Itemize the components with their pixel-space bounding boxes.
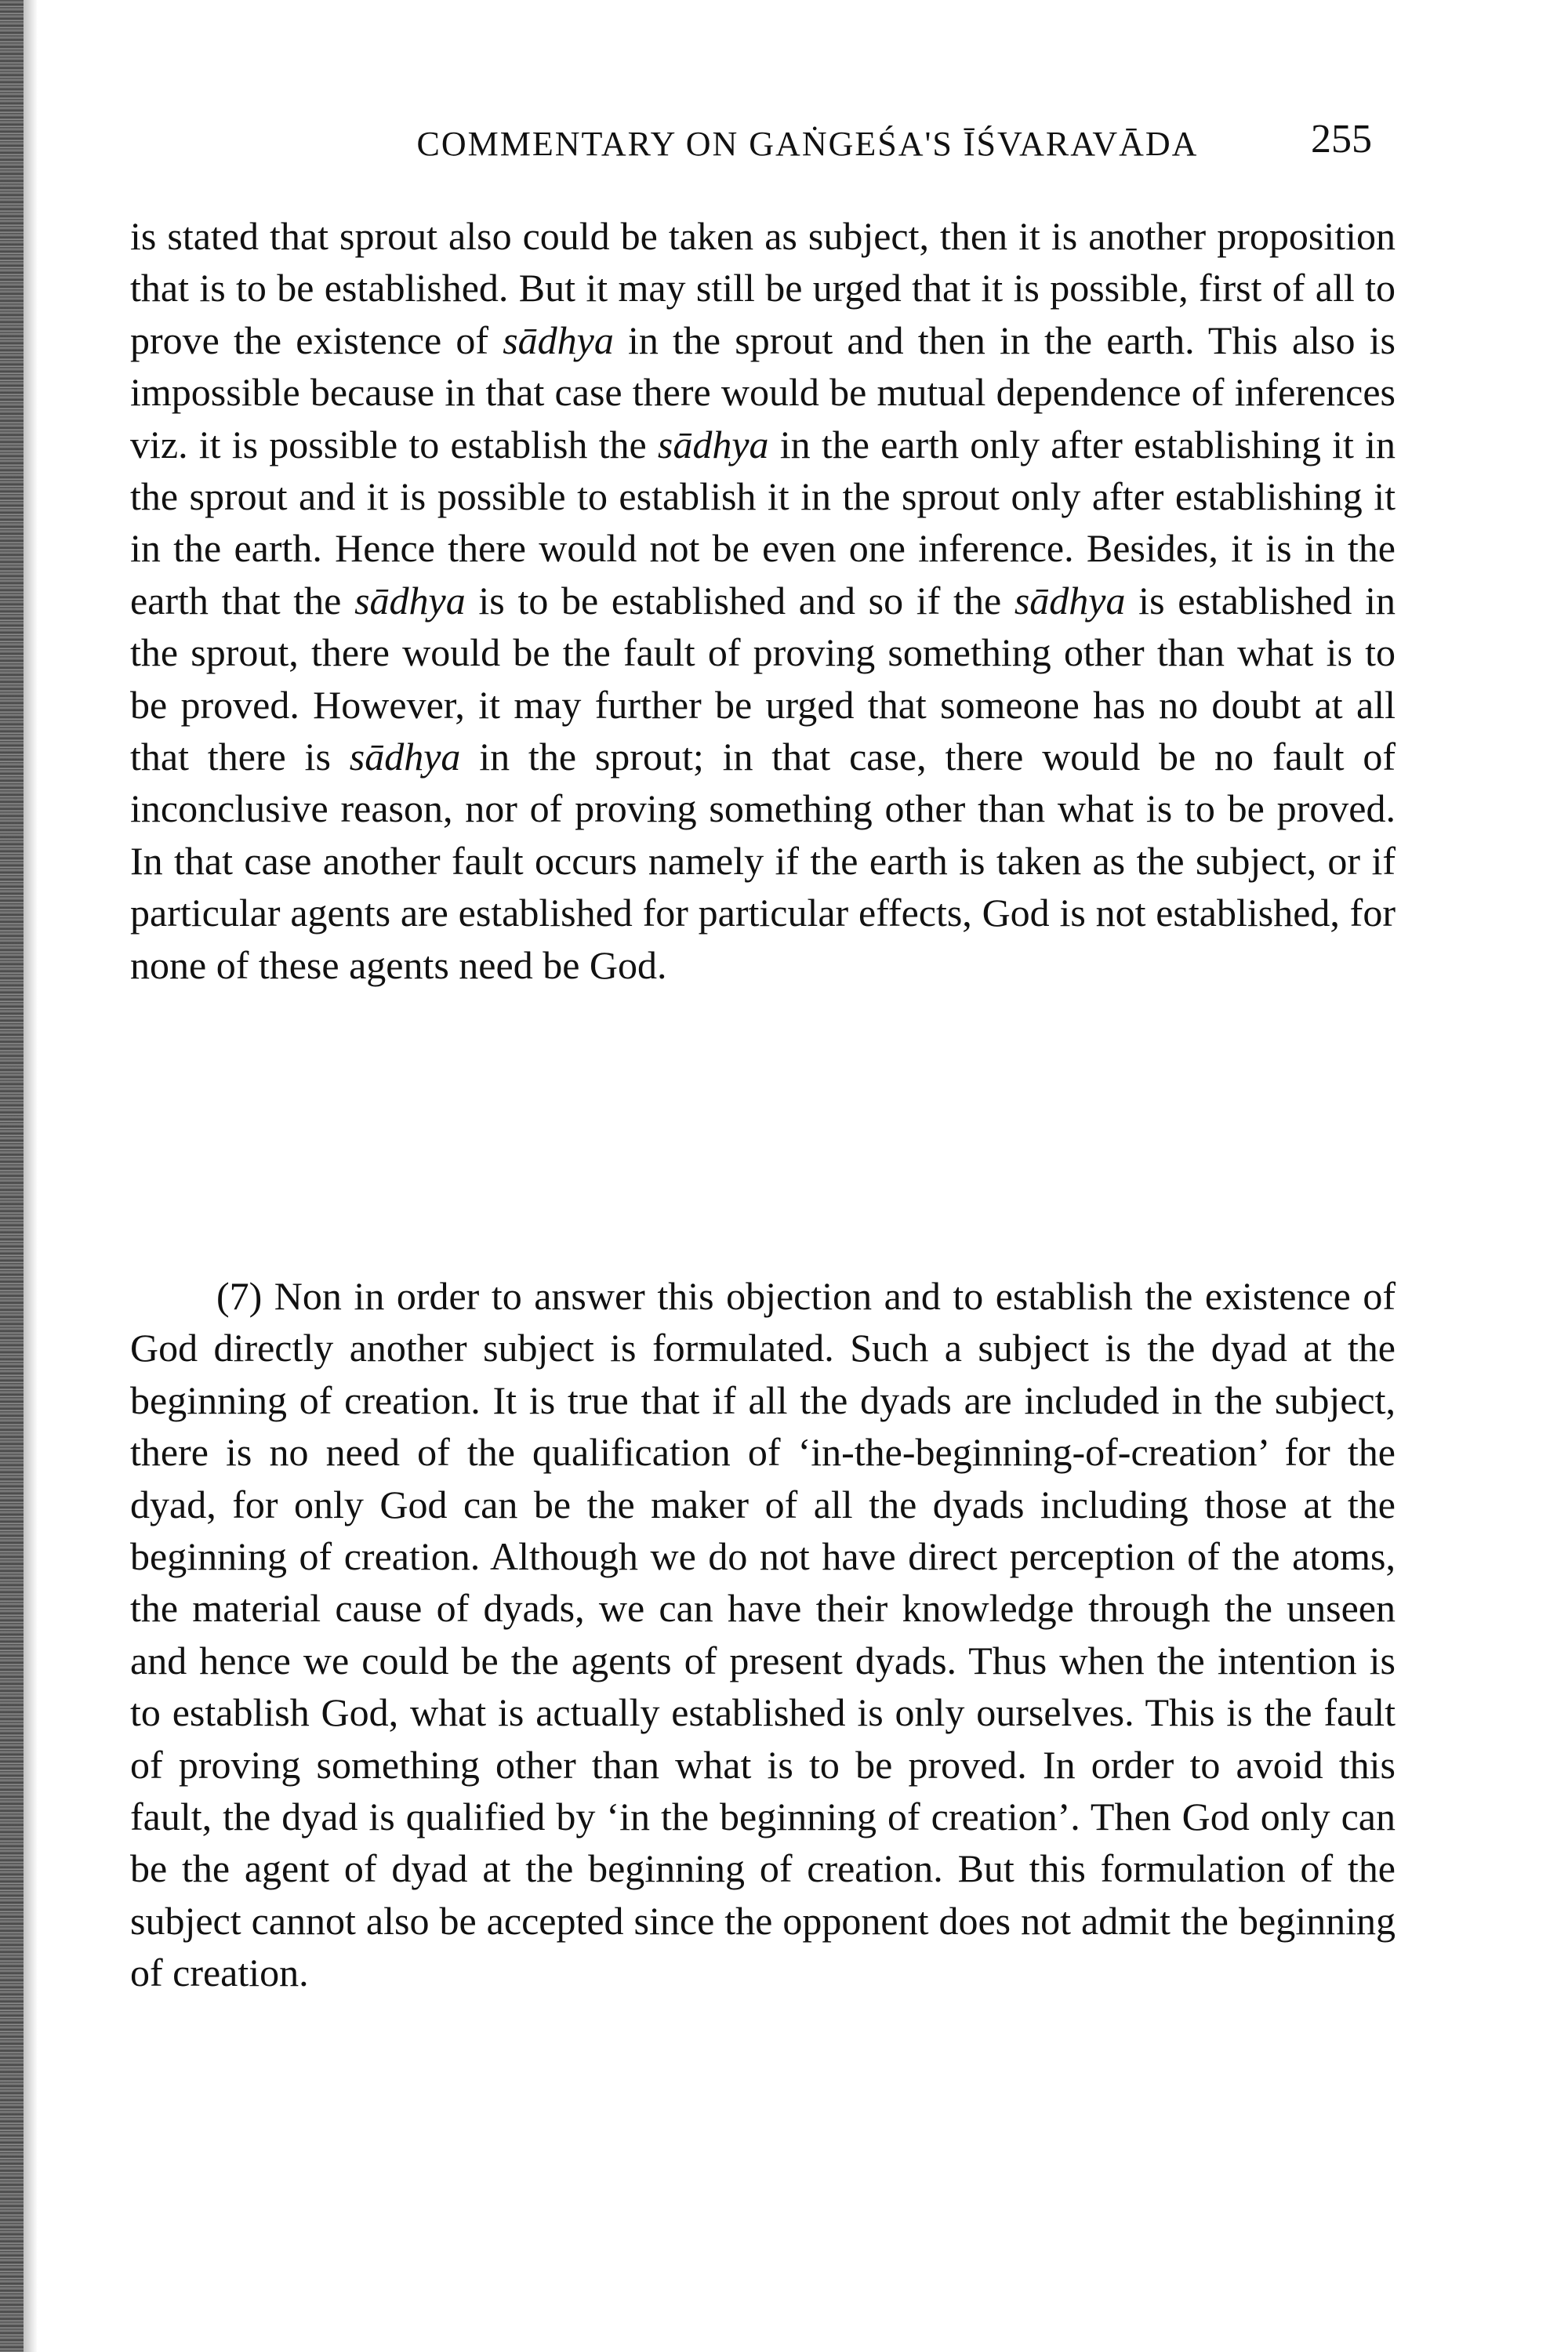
sanskrit-term: sādhya [349, 735, 461, 779]
text-segment: is established in the sprout, there would be the fault of proving something other than what is to be proved. However, it may further be urged that someone has no doubt at all that there is [130, 578, 1396, 779]
text-segment: in the earth only after establishing it in the sprout and it is possible to establish it in the sprout only after establishing it in the earth. Hence there would not be even one inference. Besides, it is in the earth that the [130, 422, 1396, 622]
sanskrit-term: sādhya [354, 578, 466, 622]
page-binding-edge [0, 0, 24, 2352]
sanskrit-term: sādhya [657, 422, 769, 466]
sanskrit-term: sādhya [1014, 578, 1126, 622]
text-segment: is to be established and so if the [465, 578, 1014, 622]
text-segment: (7) Non in order to answer this objection and to establish the existence of God directly another subject is formulated. Such a subject is the dyad at the beginning of creation. It is true that if all the dyads are included in the subject, there is no need of the qualification of ‘in-the-beginning-of-creation’ for the dyad, for only God can be the maker of all the dyads including those at the beginning of creation. Although we do not have direct perception of the atoms, the material cause of dyads, we can have their knowledge through the unseen and hence we could be the agents of present dyads. Thus when the intention is to establish God, what is actually established is only ourselves. This is the fault of proving something other than what is to be proved. In order to avoid this fault, the dyad is qualified by ‘in the beginning of creation’. Then God only can be the agent of dyad at the beginning of creation. But this formulation of the subject cannot also be accepted since the opponent does not admit the beginning of creation. [130, 1274, 1396, 1995]
text-segment: is stated that sprout also could be taken as subject, then it is another proposition that is to be established. But it may still be urged that it is possible, first of all to prove the existence of [130, 214, 1396, 362]
text-segment: in the sprout and then in the earth. This also is impossible because in that case there would be mutual dependence of inferences viz. it is possible to establish the [130, 318, 1396, 466]
running-head: COMMENTARY ON GAṄGEŚA'S ĪŚVARAVĀDA [416, 125, 1199, 163]
text-segment: in the sprout; in that case, there would be no fault of inconclusive reason, nor of proving something other than what is to be proved. In that case another fault occurs namely if the earth is taken as the subject, or if particular agents are established for particular effects, God is not established, for none of these agents need be God. [130, 735, 1396, 987]
page-binding-shadow [24, 0, 38, 2352]
paragraph-1 [130, 210, 1396, 991]
sanskrit-term: sādhya [503, 318, 614, 362]
page-number: 255 [1311, 117, 1372, 162]
paragraph-2 [130, 1270, 1396, 1999]
